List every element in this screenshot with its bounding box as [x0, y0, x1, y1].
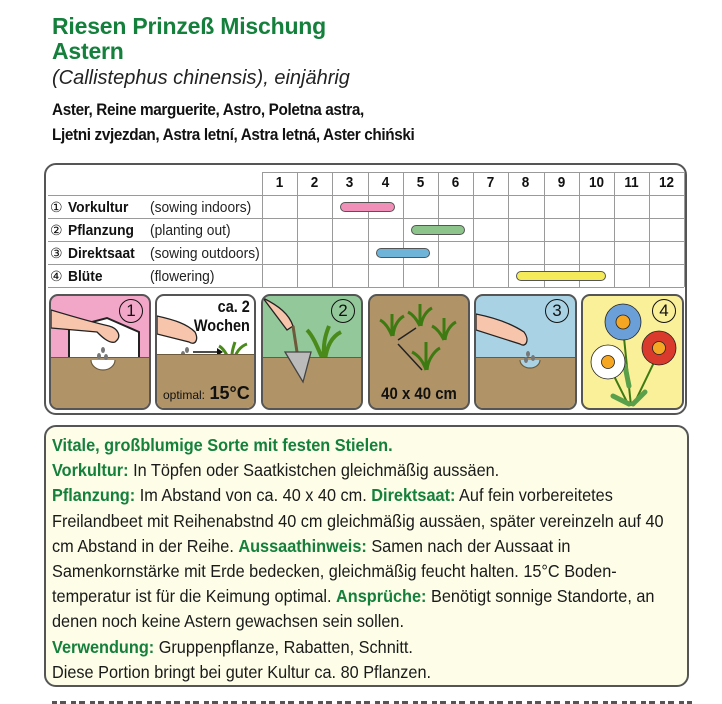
- grid-line: [48, 287, 684, 288]
- grid-line: [684, 172, 685, 287]
- footer-text-clipped: [52, 697, 692, 704]
- cultivation-paragraph: Pflanzung: Im Abstand von ca. 40 x 40 cm. Direktsaat: Auf fein vorbereitetes Freilandbeet mit Reihenabstnd 40 cm gleichmäßig aussäen, später vereinzeln auf 40 cm Abstand in der Reihe. Aussaathinweis: Samen nach der Aussaat in Samenkornstärke mit Erde bedecken, gleichmäßig feucht halten. 15°C Boden-temperatur ist für die Keimung optimal. Ansprüche: Benötigt sonnige Standorte, an denen noch keine Astern gewachsen sein sollen.: [52, 485, 664, 632]
- month-header-10: 10: [588, 174, 604, 191]
- grid-line: [48, 241, 684, 242]
- step-number-2: 2: [331, 299, 355, 323]
- common-names-line2: Ljetni zvjezdan, Astra letní, Astra letná, Aster chiński: [52, 125, 415, 144]
- calendar-row-label: ③ Direktsaat (sowing outdoors): [50, 245, 260, 262]
- optimal-temperature: optimal: 15°C: [163, 383, 250, 403]
- germination-duration: ca. 2 Wochen: [194, 297, 250, 335]
- spacing-label: 40 x 40 cm: [381, 384, 457, 403]
- calendar-row-label: ① Vorkultur (sowing indoors): [50, 199, 252, 216]
- grid-line: [579, 172, 580, 287]
- panel-sowing-outdoors: [474, 294, 577, 410]
- panel-planting-out: [261, 294, 363, 410]
- month-header-8: 8: [522, 174, 530, 191]
- step-number-4: 4: [652, 299, 676, 323]
- month-header-12: 12: [659, 174, 675, 191]
- calendar-bar-blüte: [516, 271, 606, 281]
- title-variety: Riesen Prinzeß Mischung: [52, 13, 327, 39]
- month-header-6: 6: [451, 174, 460, 191]
- portion-yield: Diese Portion bringt bei guter Kultur ca. 80 Pflanzen.: [52, 661, 432, 682]
- grid-line: [403, 172, 404, 287]
- verwendung-paragraph: Verwendung: Gruppenpflanze, Rabatten, Schnitt.: [52, 636, 413, 657]
- calendar-bar-pflanzung: [411, 225, 465, 235]
- month-header-1: 1: [275, 174, 284, 191]
- month-header-7: 7: [486, 174, 495, 191]
- botanical-name: (Callistephus chinensis), einjährig: [52, 67, 350, 89]
- panel-spacing: [368, 294, 470, 410]
- month-header-11: 11: [624, 174, 639, 191]
- grid-line: [48, 218, 684, 219]
- description-text: [52, 433, 664, 685]
- step-number-3: 3: [545, 299, 569, 323]
- title-species: Astern: [52, 38, 124, 64]
- grid-line: [48, 264, 684, 265]
- step-number-1: 1: [119, 299, 143, 323]
- grid-line: [48, 195, 684, 196]
- month-header-9: 9: [557, 174, 565, 191]
- month-header-3: 3: [346, 174, 354, 191]
- variety-description: Vitale, großblumige Sorte mit festen Stielen.: [52, 435, 393, 455]
- calendar-bar-vorkultur: [340, 202, 394, 212]
- panel-flowering: [581, 294, 684, 410]
- calendar-row-label: ② Pflanzung (planting out): [50, 222, 231, 239]
- grid-line: [544, 172, 545, 287]
- month-header-4: 4: [381, 174, 389, 191]
- panel-sowing-indoors: [49, 294, 151, 410]
- calendar-bar-direktsaat: [376, 248, 430, 258]
- panel-germination: [155, 294, 256, 410]
- grid-line: [368, 172, 369, 287]
- calendar-row-label: ④ Blüte (flowering): [50, 268, 215, 285]
- month-header-2: 2: [310, 174, 319, 191]
- month-header-5: 5: [416, 174, 425, 191]
- common-names-line1: Aster, Reine marguerite, Astro, Poletna astra,: [52, 100, 364, 119]
- vorkultur-paragraph: Vorkultur: In Töpfen oder Saatkistchen gleichmäßig aussäen.: [52, 460, 500, 481]
